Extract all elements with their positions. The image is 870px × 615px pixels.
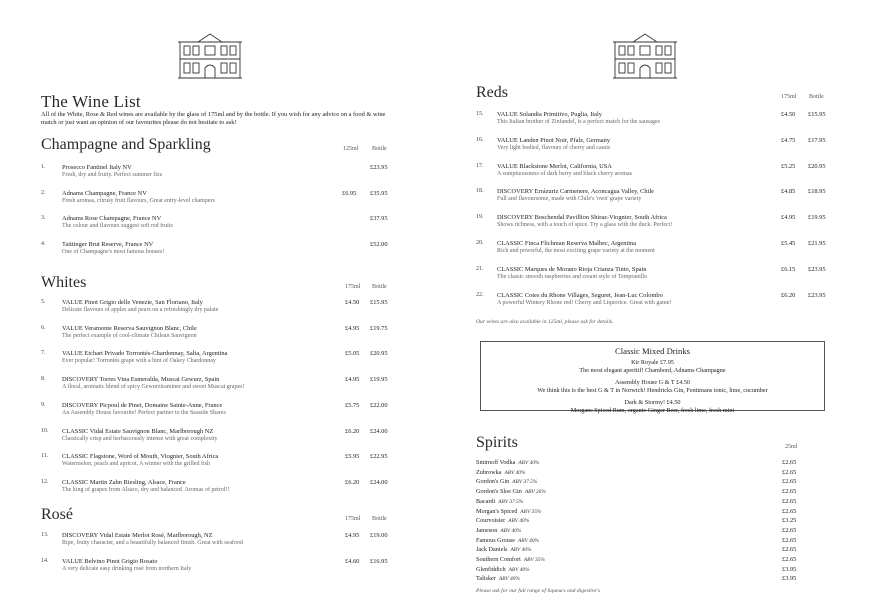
- spirit-abv: ABV 37.5%: [512, 479, 538, 486]
- wine-description: Ripe, fruity character, and a beautifully balanced finish. Great with seafood: [62, 540, 243, 546]
- intro-text: All of the White, Rose & Red wines are available by the glass of 175ml and by the bottle. If you wish for any advice on a food & wine match or just want an opinion of our favourites please do not hesitate to ask!: [41, 111, 386, 127]
- spirit-abv: ABV 40%: [500, 527, 522, 534]
- section-heading-reds: Reds: [476, 84, 508, 101]
- bottle-price: £19.95: [808, 214, 826, 222]
- col-header-bottle: Bottle: [372, 284, 387, 290]
- wine-description: The perfect example of cool-climate Chilean Sauvignon: [62, 332, 197, 339]
- glass-price: £4.75: [781, 136, 796, 144]
- wine-description: A powerful Wintery Rhone red! Cherry and Liquorice. Great with game!: [497, 299, 672, 306]
- glass-price: £5.25: [781, 162, 796, 170]
- wine-description: Fresh, dry and fruity. Perfect summer fizz: [62, 172, 163, 178]
- spirit-price: £2.65: [782, 507, 797, 515]
- col-header-25ml: 25ml: [785, 444, 798, 450]
- bottle-price: £19.95: [370, 376, 388, 384]
- glass-price: £4.95: [345, 532, 360, 539]
- spirit-abv: ABV 35%: [523, 557, 545, 563]
- assembly-house-logo-icon: [611, 28, 679, 80]
- col-header-glass: 175ml: [345, 516, 361, 522]
- spirit-label: Bacardi: [476, 497, 496, 505]
- wine-description: Watermelon, peach and apricot. A winner with the grilled fish: [62, 461, 210, 468]
- spirit-price: £2.65: [782, 488, 797, 496]
- wine-number: 4.: [41, 240, 46, 247]
- wine-name: CLASSIC Martin Zahn Riesling, Alsace, France: [62, 478, 186, 486]
- right-page: [435, 0, 870, 615]
- spirit-price: £2.65: [782, 459, 797, 466]
- spirit-label: Smirnoff Vodka: [476, 459, 516, 466]
- glass-price: £4.50: [781, 111, 796, 118]
- glass-price: £4.50: [345, 299, 360, 306]
- spirit-abv: ABV 35%: [520, 508, 542, 515]
- glass-price: £4.95: [345, 376, 360, 384]
- glass-price: £6.20: [781, 291, 796, 299]
- wine-name: CLASSIC Marques de Morano Rioja Crianza Tinto, Spain: [497, 265, 647, 273]
- wine-name: DISCOVERY Errázuriz Carmenere, Aconcagua Valley, Chile: [497, 188, 654, 196]
- glass-price: £4.95: [345, 324, 360, 332]
- wine-description: A sumptuousness of dark berry and black cherry aromas: [497, 170, 632, 177]
- bottle-price: £22.95: [370, 453, 388, 461]
- bottle-price: £24.00: [370, 427, 388, 435]
- spirit-price: £2.65: [782, 497, 797, 505]
- bottle-price: £35.95: [370, 189, 388, 197]
- wine-name: VALUE Veramonte Reserva Sauvignon Blanc, Chile: [62, 324, 197, 332]
- bottle-price: £20.95: [370, 350, 388, 358]
- spirit-name: [476, 517, 529, 524]
- bottle-price: £19.00: [370, 532, 388, 539]
- wine-name: CLASSIC Finca Flichman Reserva Malbec, Argentina: [497, 240, 637, 247]
- wine-number: 9.: [41, 401, 46, 408]
- glass-price: £5.45: [781, 240, 796, 247]
- wine-number: 12.: [41, 478, 49, 485]
- spirit-label: Glenfiddich: [476, 565, 506, 573]
- spirit-abv: ABV 40%: [508, 566, 530, 573]
- spirit-price: £3.95: [782, 565, 797, 573]
- spirit-price: £2.65: [782, 468, 797, 476]
- glass-price: £5.05: [345, 350, 360, 358]
- wine-name: VALUE Blackstone Merlot, California, USA: [497, 162, 612, 170]
- mixed-drinks-box: [480, 341, 825, 414]
- wine-number: 8.: [41, 376, 46, 383]
- wine-description: Classically crisp and herbaceously intense with great complexity: [62, 435, 218, 442]
- bottle-price: £16.95: [370, 558, 388, 565]
- wine-name: DISCOVERY Torres Vina Esmeralda, Muscat Gewurz, Spain: [62, 376, 220, 384]
- spirit-label: Morgan's Spiced: [476, 507, 518, 515]
- wine-name: Adnams Champagne, France NV: [62, 189, 147, 197]
- spirit-price: £2.65: [782, 556, 797, 563]
- spirit-price: £3.95: [782, 575, 797, 583]
- spirit-name: [476, 575, 520, 582]
- spirits-note: Please ask for our full range of liqueurs and digestive's: [476, 588, 601, 594]
- wine-number: 16.: [476, 136, 484, 143]
- glass-price: £4.60: [345, 558, 360, 565]
- wine-description: Delicate flavours of apples and pears on a refreshingly dry palate: [62, 307, 219, 313]
- spirit-label: Jameson: [476, 526, 498, 534]
- bottle-price: £15.95: [370, 299, 388, 306]
- mixed-drinks-title: Classic Mixed Drinks: [615, 346, 690, 356]
- wine-name: VALUE Belvino Pinot Grigio Rosato: [62, 558, 158, 565]
- glass-price: £6.20: [345, 478, 360, 486]
- wine-number: 2.: [41, 189, 46, 196]
- wine-name: Taittinger Brut Reserve, France NV: [62, 240, 154, 248]
- wine-name: DISCOVERY Vidal Estate Merlot Rosé, Marlborough, NZ: [62, 532, 213, 539]
- wine-name: CLASSIC Vidal Estate Sauvignon Blanc, Marlborough NZ: [62, 427, 214, 435]
- wine-description: A floral, aromatic blend of spicy Gewurztraminer and sweet Muscat grapes!: [62, 384, 245, 391]
- wine-description: A very delicate easy drinking rosé from northern Italy: [62, 566, 192, 572]
- wine-name: CLASSIC Flagstone, Word of Mouth, Viognier, South Africa: [62, 453, 219, 461]
- wine-name: VALUE Etchart Privado Torrontés-Chardonnay, Salta, Argentina: [62, 350, 228, 358]
- bottle-price: £23.95: [808, 265, 826, 273]
- glass-price: £6.95: [342, 189, 357, 197]
- spirit-abv: ABV 40%: [498, 576, 520, 583]
- wine-description: Full and flavoursome, made with Chile's 'own' grape variety: [497, 196, 642, 203]
- wine-number: 5.: [41, 299, 46, 305]
- spirit-name: [476, 566, 530, 573]
- drink-name: Dark & Stormy! £4.50: [624, 399, 681, 406]
- spirit-name: [476, 498, 523, 505]
- spirit-name: [476, 508, 541, 515]
- spirit-abv: ABV 26%: [524, 489, 546, 496]
- col-header-glass: 175ml: [781, 94, 797, 100]
- bottle-price: £17.95: [808, 136, 826, 144]
- wine-description: One of Champagne's most famous houses!: [62, 248, 165, 255]
- glass-price: £5.75: [345, 401, 360, 409]
- spirit-name: [476, 488, 546, 495]
- section-heading-champagne: Champagne and Sparkling: [41, 136, 211, 153]
- drink-desc: The most elegant aperitif! Chambord, Adnams Champagne: [579, 367, 726, 374]
- drink-desc: Morgans Spiced Rum, organic Ginger Beer, fresh lime, fresh mint: [570, 407, 735, 414]
- wine-description: An Assembly House favourite! Perfect partner to the Seaside Shares: [62, 409, 226, 416]
- wine-description: Rich and powerful, the most exciting grape variety at the moment: [497, 248, 655, 254]
- wine-name: DISCOVERY Picpoul de Pinet, Domaine Sainte-Anne, France: [62, 401, 223, 409]
- section-heading-spirits: Spirits: [476, 434, 518, 451]
- section-heading-rose: Rosé: [41, 506, 73, 523]
- wine-description: The colour and flavours suggest soft red fruits: [62, 223, 173, 229]
- bottle-price: £21.95: [808, 240, 826, 247]
- wine-number: 17.: [476, 162, 484, 169]
- spirit-label: Talisker: [476, 575, 496, 583]
- bottle-price: £23.95: [808, 291, 826, 299]
- spirit-price: £2.65: [782, 546, 797, 554]
- spirit-label: Gordon's Sloe Gin: [476, 488, 522, 496]
- spirit-label: Southern Comfort: [476, 556, 521, 563]
- spirit-name: [476, 546, 531, 553]
- wine-number: 1.: [41, 164, 46, 170]
- bottle-price: £52.00: [370, 240, 388, 248]
- wine-description: The king of grapes from Alsace, dry and balanced. Aromas of petrol!!: [62, 486, 230, 493]
- bottle-price: £20.95: [808, 162, 826, 170]
- spirit-abv: ABV 40%: [510, 547, 532, 554]
- spirit-price: £2.65: [782, 536, 797, 544]
- wine-number: 6.: [41, 324, 46, 331]
- spirit-label: Gordon's Gin: [476, 478, 510, 486]
- spirit-price: £3.25: [782, 517, 797, 525]
- bottle-price: £23.95: [370, 164, 388, 171]
- spirit-name: [476, 469, 525, 476]
- wine-name: DISCOVERY Boschendal Pavillion Shiraz-Viognier, South Africa: [497, 214, 667, 222]
- spirit-price: £2.65: [782, 478, 797, 486]
- wine-number: 10.: [41, 427, 49, 434]
- spirit-name: [476, 537, 539, 544]
- wine-number: 15.: [476, 111, 484, 117]
- spirit-price: £2.65: [782, 526, 797, 534]
- wine-number: 22.: [476, 291, 484, 298]
- wine-description: Shows richness, with a touch of spice. Try a glass with the duck. Perfect!: [497, 222, 673, 229]
- wine-number: 21.: [476, 265, 484, 272]
- wine-name: VALUE Solandia Primitivo, Puglia, Italy: [497, 111, 602, 118]
- wine-number: 18.: [476, 188, 484, 195]
- wine-number: 7.: [41, 350, 46, 357]
- col-header-glass: 125ml: [343, 146, 359, 152]
- wine-number: 20.: [476, 240, 484, 246]
- spirit-abv: ABV 40%: [518, 537, 540, 544]
- spirit-abv: ABV 40%: [518, 460, 540, 466]
- col-header-bottle: Bottle: [372, 516, 387, 522]
- col-header-bottle: Bottle: [372, 146, 387, 152]
- spirit-abv: ABV 40%: [508, 518, 530, 525]
- drink-name: Kir Royale £7.95: [631, 359, 674, 366]
- wine-description: The classic smooth raspberries and cream style of Tempranillo: [497, 273, 648, 280]
- bottle-price: £19.75: [370, 324, 388, 332]
- wine-name: VALUE Landen Pinot Noir, Pfalz, Germany: [497, 136, 611, 144]
- spirit-name: [476, 459, 539, 466]
- bottle-price: £15.95: [808, 111, 826, 118]
- wine-description: Fresh aromas, citrusy fruit flavours, Great entry-level champers: [62, 197, 215, 204]
- wine-description: Ever popular! Torrontés grape with a hint of Oakey Chardonnay: [62, 358, 216, 365]
- spirit-name: [476, 556, 545, 563]
- glass-price: £6.20: [345, 427, 360, 435]
- spirit-label: Zubrowka: [476, 468, 502, 476]
- glass-price: £5.95: [345, 453, 360, 461]
- col-header-glass: 175ml: [345, 284, 361, 290]
- wine-name: Prosecco Fantinel Italy NV: [62, 164, 132, 171]
- glass-price: £4.85: [781, 188, 796, 196]
- wine-number: 13.: [41, 532, 49, 538]
- spirit-label: Jack Daniels: [476, 546, 508, 554]
- spirit-abv: ABV 37.5%: [498, 498, 524, 505]
- drink-name: Assembly House G & T £4.50: [614, 379, 691, 386]
- wine-number: 14.: [41, 558, 49, 564]
- assembly-house-logo-icon: [176, 28, 244, 80]
- wine-name: Adnams Rose Champagne, France NV: [62, 215, 162, 222]
- bottle-price: £37.95: [370, 215, 388, 222]
- bottle-price: £24.00: [370, 478, 388, 486]
- spirit-name: [476, 527, 521, 534]
- reds-note: Our wines are also available in 125ml, please ask for details.: [476, 319, 614, 325]
- glass-price: £4.95: [781, 214, 796, 222]
- wine-number: 3.: [41, 215, 46, 221]
- spirit-label: Famous Grouse: [476, 536, 516, 544]
- wine-name: CLASSIC Cotes du Rhone Villages, Seguret, Jean-Luc Colombo: [497, 291, 663, 299]
- drink-desc: We think this is the best G & T in Norwich! Hendricks Gin, Fentimans tonic, lime, cucumber: [537, 387, 768, 394]
- spirit-label: Courvoisier: [476, 517, 506, 525]
- spirit-abv: ABV 40%: [504, 469, 526, 476]
- col-header-bottle: Bottle: [809, 94, 824, 100]
- spirit-name: [476, 478, 537, 485]
- bottle-price: £18.95: [808, 188, 826, 196]
- wine-name: VALUE Pinot Grigio delle Venezie, San Floriano, Italy: [62, 299, 203, 306]
- section-heading-whites: Whites: [41, 274, 87, 291]
- wine-number: 19.: [476, 214, 484, 221]
- wine-description: Very light bodied, flavours of cherry and cassis: [497, 144, 611, 151]
- bottle-price: £22.00: [370, 401, 388, 409]
- glass-price: £6.15: [781, 265, 796, 273]
- wine-description: This Italian brother of Zinfandel, is a perfect match for the sausages: [497, 119, 660, 125]
- wine-number: 11.: [41, 453, 49, 460]
- page-title: The Wine List: [41, 92, 141, 111]
